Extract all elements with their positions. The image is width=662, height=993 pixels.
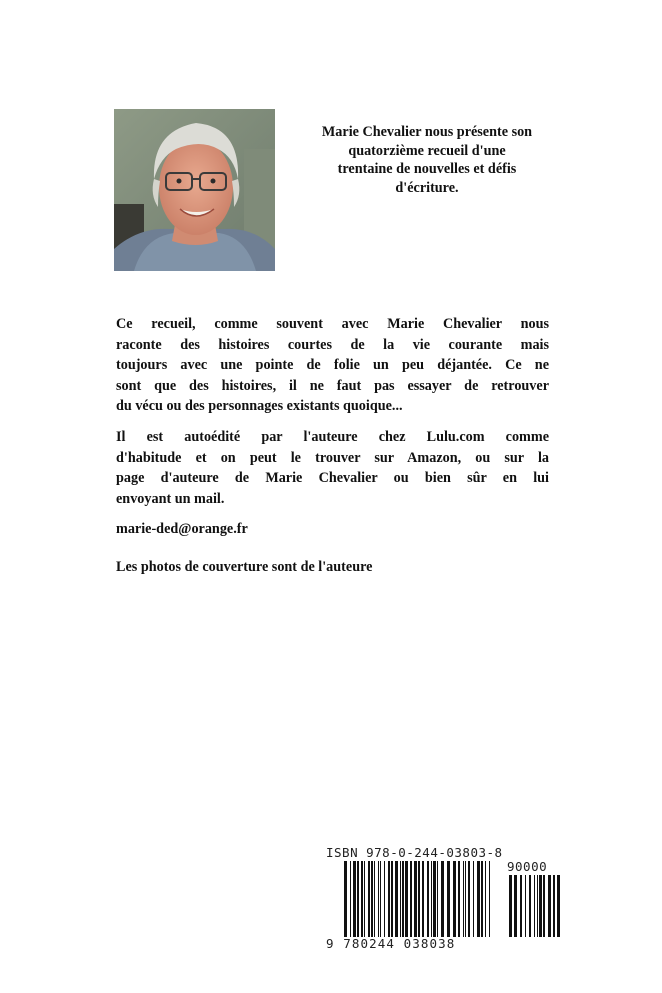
barcode-bar <box>402 861 404 937</box>
author-email: marie-ded@orange.fr <box>116 521 248 537</box>
isbn-label: ISBN 978-0-244-03803-8 <box>326 845 503 860</box>
barcode-bar <box>380 861 381 937</box>
barcode-bar <box>481 861 483 937</box>
barcode-bar <box>371 861 373 937</box>
intro-line: trentaine de nouvelles et défis <box>337 161 517 177</box>
barcode-bar <box>418 861 420 937</box>
barcode-bar <box>548 875 551 937</box>
barcode-bar <box>465 861 466 937</box>
barcode-bar <box>378 861 379 937</box>
intro-line: quatorzième recueil d'une <box>348 142 506 159</box>
barcode-bar <box>485 861 486 937</box>
intro-blurb <box>292 123 562 197</box>
barcode-bar <box>557 875 560 937</box>
barcode-bar <box>431 861 432 937</box>
barcode-bar <box>447 861 450 937</box>
barcode-bar <box>537 875 538 937</box>
barcode-bar <box>529 875 531 937</box>
barcode-bar <box>534 875 535 937</box>
ean-digits: 9 780244 038038 <box>326 936 456 951</box>
price-code: 90000 <box>507 859 548 874</box>
barcode-bar <box>539 875 542 937</box>
barcode-bar <box>473 861 474 937</box>
barcode-bar <box>514 875 517 937</box>
barcode-bar <box>368 861 370 937</box>
barcode-bar <box>384 861 385 937</box>
barcode-bar <box>437 861 438 937</box>
barcode-bar <box>388 861 390 937</box>
barcode-bar <box>520 875 522 937</box>
barcode-bar <box>344 861 347 937</box>
barcode-bar <box>414 861 417 937</box>
barcode-bar <box>400 861 401 937</box>
barcode-bar <box>468 861 470 937</box>
barcode-bar <box>463 861 464 937</box>
barcode-bar <box>427 861 429 937</box>
barcode-bar <box>553 875 555 937</box>
paragraph-line: toujours avec une pointe de folie un peu déjantée. Ce ne <box>116 357 549 373</box>
barcode-bar <box>433 861 436 937</box>
barcode-bar <box>374 861 375 937</box>
barcode-bar <box>458 861 460 937</box>
barcode-bar <box>364 861 365 937</box>
paragraph-line: envoyant un mail. <box>116 490 225 507</box>
description-paragraph <box>116 314 549 417</box>
barcode-bar <box>391 861 393 937</box>
barcode-bar <box>441 861 444 937</box>
barcode-bar <box>353 861 356 937</box>
intro-line: d'écriture. <box>395 179 459 196</box>
paragraph-line: d'habitude et on peut le trouver sur Amazon, ou sur la <box>116 449 549 466</box>
barcode-bar <box>395 861 398 937</box>
barcode-bar <box>509 875 512 937</box>
publishing-paragraph <box>116 427 549 509</box>
photo-credit: Les photos de couverture sont de l'auteure <box>116 559 373 575</box>
isbn-barcode <box>324 845 564 953</box>
paragraph-line: du vécu ou des personnages existants quoique... <box>116 398 403 414</box>
barcode-bar <box>525 875 526 937</box>
barcode-bar <box>477 861 480 937</box>
intro-line: Marie Chevalier nous présente son <box>321 124 533 140</box>
barcode-bar <box>350 861 351 937</box>
barcode-bar <box>357 861 359 937</box>
paragraph-line: page d'auteure de Marie Chevalier ou bien sûr en lui <box>116 470 549 486</box>
author-photo <box>114 109 275 271</box>
barcode-bar <box>489 861 490 937</box>
barcode-bar <box>453 861 456 937</box>
paragraph-line: Il est autoédité par l'auteure chez Lulu.com comme <box>116 429 549 445</box>
ean-bars <box>344 861 490 937</box>
paragraph-line: Ce recueil, comme souvent avec Marie Chevalier nous <box>116 316 549 332</box>
barcode-bar <box>361 861 363 937</box>
paragraph-line: raconte des histoires courtes de la vie courante mais <box>116 336 549 353</box>
barcode-bar <box>422 861 424 937</box>
addon-bars <box>509 875 561 937</box>
paragraph-line: sont que des histoires, il ne faut pas essayer de retrouver <box>116 377 549 394</box>
barcode-bar <box>543 875 545 937</box>
barcode-bar <box>410 861 412 937</box>
barcode-bar <box>405 861 408 937</box>
